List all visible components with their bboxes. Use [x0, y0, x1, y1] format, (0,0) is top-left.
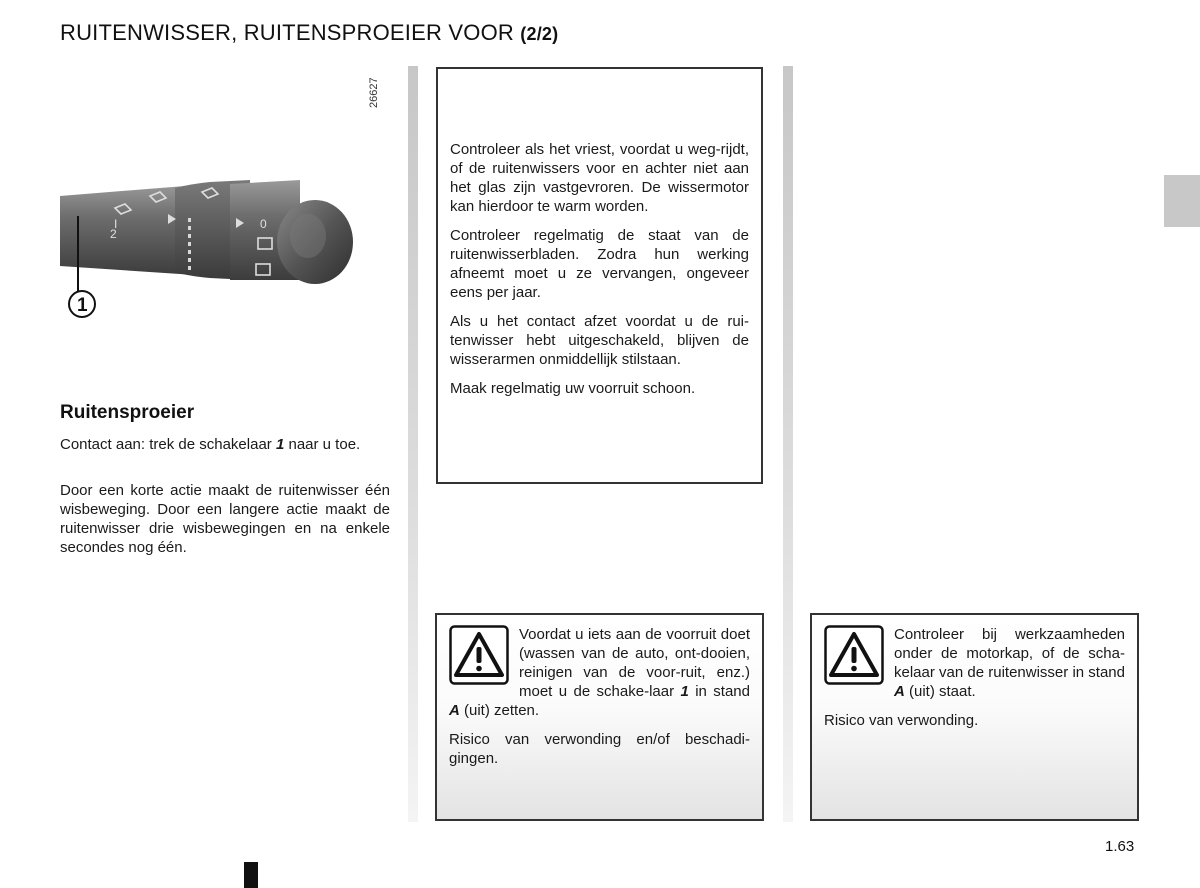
- page-title-suffix: (2/2): [520, 24, 559, 44]
- warning-triangle-icon: [449, 625, 509, 685]
- info-note-box: [436, 67, 763, 484]
- warning-left-text-a: Voordat u iets aan de voorruit doet (wassen van de auto, ont-dooien, reinigen van de voor-ruit, enz.) moet u de schake-laar: [519, 626, 750, 700]
- warning-left-ref-a: A: [449, 702, 460, 719]
- paragraph-contact: [60, 435, 390, 454]
- warning-box-right: [810, 613, 1139, 821]
- section-heading: Ruitensproeier: [60, 402, 195, 423]
- note-paragraph: Controleer regelmatig de staat van de ruitenwisserbladen. Zodra hun werking afneemt moet u ze vervangen, ongeveer eens per jaar.: [450, 227, 749, 301]
- paragraph-contact-text: Contact aan: trek de schakelaar: [60, 436, 276, 453]
- paragraph-contact-end: naar u toe.: [284, 436, 361, 453]
- stalk-label-1: I: [114, 217, 118, 231]
- print-mark: [244, 862, 258, 888]
- paragraph-wipe-action: Door een korte actie maakt de ruitenwisser één wisbeweging. Door een langere actie maakt de ruitenwisser drie wisbewegingen en na enkele secondes nog één.: [60, 482, 390, 556]
- stalk-label-0: 0: [260, 217, 267, 231]
- page-title: [60, 20, 558, 46]
- callout-number: 1: [77, 295, 88, 316]
- warning-left-ref-1: 1: [680, 683, 689, 700]
- warning-triangle-icon: [824, 625, 884, 685]
- figure-code: 26627: [368, 77, 380, 108]
- warning-right-text-b: (uit) staat.: [904, 683, 976, 700]
- chapter-thumb-tab: [1164, 175, 1200, 227]
- wiper-stalk-illustration: [60, 66, 390, 346]
- warning-right-ref-a: A: [894, 683, 905, 700]
- note-paragraph: Als u het contact afzet voordat u de rui-tenwisser hebt uitgeschakeld, blijven de wisserarmen onmiddellijk stilstaan.: [450, 313, 749, 368]
- warning-left-risk: Risico van verwonding en/of beschadi-gingen.: [449, 731, 750, 767]
- stalk-label-2: 2: [110, 227, 117, 241]
- warning-right-risk: Risico van verwonding.: [824, 712, 979, 729]
- warning-right-text-a: Controleer bij werkzaamheden onder de motorkap, of de scha-kelaar van de ruitenwisser in stand: [894, 626, 1125, 681]
- warning-left-text-b: in stand: [688, 683, 750, 700]
- note-paragraph: Maak regelmatig uw voorruit schoon.: [450, 380, 696, 397]
- warning-left-text-c: (uit) zetten.: [459, 702, 540, 719]
- page-title-text: RUITENWISSER, RUITENSPROEIER VOOR: [60, 20, 514, 45]
- wiper-stalk-figure: [60, 66, 390, 346]
- warning-box-left: [435, 613, 764, 821]
- column-divider-right: [783, 66, 793, 822]
- column-divider-left: [408, 66, 418, 822]
- page-number: 1.63: [1105, 838, 1135, 855]
- paragraph-contact-ref: 1: [275, 436, 285, 453]
- note-paragraph: Controleer als het vriest, voordat u weg-rijdt, of de ruitenwissers voor en achter niet aan het glas zijn vastgevroren. De wissermotor kan hierdoor te warm worden.: [450, 141, 749, 215]
